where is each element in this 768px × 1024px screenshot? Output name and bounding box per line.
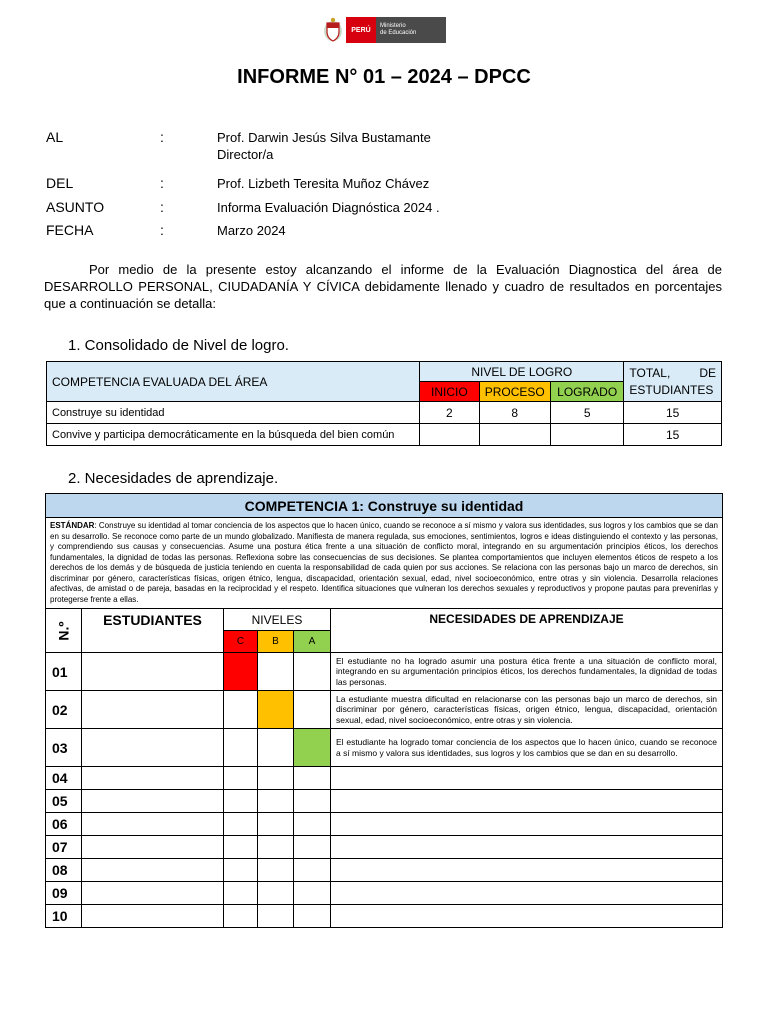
- level-c: [224, 729, 258, 767]
- level-a: [294, 859, 331, 882]
- learning-need: [331, 882, 723, 905]
- table-row: [46, 882, 723, 905]
- level-a: [294, 836, 331, 859]
- level-c: [224, 859, 258, 882]
- table-row: [46, 790, 723, 813]
- level-b: [258, 653, 294, 691]
- level-b: [258, 729, 294, 767]
- learning-need: El estudiante no ha logrado asumir una postura ética frente a una situación de conflicto moral, integrando en su argumentación principios éticos, los derechos fundamentales, la dignidad de todas las personas.: [331, 653, 723, 691]
- level-b: [258, 859, 294, 882]
- c-header: C: [224, 631, 258, 653]
- table-row: [46, 729, 723, 767]
- report-title: INFORME N° 01 – 2024 – DPCC: [237, 66, 531, 88]
- colon: :: [160, 129, 164, 145]
- student-number: 02: [46, 691, 82, 729]
- level-a: [294, 767, 331, 790]
- coat-of-arms-icon: [322, 17, 344, 43]
- peru-badge: PERÚ: [346, 17, 376, 43]
- table-row: [46, 859, 723, 882]
- logrado-value: 5: [550, 402, 623, 424]
- level-c: [224, 790, 258, 813]
- estandar-text: : Construye su identidad al tomar conciencia de los aspectos que lo hacen único, cuando se reconoce a sí mismo y valora sus identidades, sus logros y los cambios que se dan en su desarrollo. Se reconoce como parte de un mundo globalizado. Manifiesta de manera regulada, sus emociones, sentimientos, logros e ideas distinguiendo el contexto y las personas, y comprendiendo sus causas y consecuencias. Asume una postura ética frente a una situación de conflicto moral, integrando en su argumentación principios éticos, los derechos fundamentales, la dignidad de todas las personas. Reflexiona sobre las consecuencias de sus decisiones. Se plantea comportamientos que incluyen elementos éticos de respeto a los derechos de los demás y de búsqueda de justicia teniendo en cuenta la responsabilidad de cada quien por sus acciones. Se relaciona con las personas bajo un marco de derechos, sin discriminar por género, características físicas, origen étnico, lengua, discapacidad, orientación sexual, edad, nivel socioeconómico, entre otras y sin violencia. Desarrolla relaciones afectivas, de amistad o de pareja, basadas en la reciprocidad y el respeto. Identifica situaciones que vulneran los derechos sexuales y reproductivos y propone pautas para prevenirlas y protegerse frente a ellas.: [50, 521, 718, 604]
- learning-need: [331, 836, 723, 859]
- level-a: [294, 813, 331, 836]
- competencia-name: Convive y participa democráticamente en la búsqueda del bien común: [47, 424, 420, 446]
- student-number: 09: [46, 882, 82, 905]
- table-row: [46, 905, 723, 928]
- table-row: [46, 767, 723, 790]
- inicio-value: 2: [420, 402, 479, 424]
- competencia-header: COMPETENCIA EVALUADA DEL ÁREA: [47, 362, 420, 402]
- student-number: 06: [46, 813, 82, 836]
- necesidades-header: NECESIDADES DE APRENDIZAJE: [331, 609, 723, 653]
- total-header: TOTAL, DE ESTUDIANTES: [624, 362, 722, 402]
- no-header: [46, 609, 82, 653]
- level-b: [258, 882, 294, 905]
- level-c: [224, 767, 258, 790]
- student-name: [82, 882, 224, 905]
- section-1-heading: 1. Consolidado de Nivel de logro.: [68, 337, 289, 354]
- level-b: [258, 790, 294, 813]
- minedu-logo: [322, 16, 448, 44]
- student-name: [82, 729, 224, 767]
- competencia-title: COMPETENCIA 1: Construye su identidad: [46, 494, 723, 518]
- intro-paragraph: Por medio de la presente estoy alcanzando el informe de la Evaluación Diagnostica del área de DESARROLLO PERSONAL, CIUDADANÍA Y CÍVICA debidamente llenado y cuadro de resultados en porcentajes que a continuación se detalla:: [44, 262, 722, 311]
- student-number: 07: [46, 836, 82, 859]
- level-c: [224, 836, 258, 859]
- student-number: 04: [46, 767, 82, 790]
- asunto-label: ASUNTO: [46, 199, 105, 215]
- del-label: DEL: [46, 175, 74, 191]
- fecha-value: Marzo 2024: [217, 223, 286, 238]
- proceso-header: PROCESO: [479, 382, 550, 402]
- logrado-value: [550, 424, 623, 446]
- nivel-header: NIVEL DE LOGRO: [420, 362, 624, 382]
- learning-need: [331, 790, 723, 813]
- al-value: [217, 129, 617, 163]
- ministry-line1: Ministerio: [380, 23, 406, 29]
- colon: :: [160, 222, 164, 238]
- consolidado-table: [46, 361, 722, 446]
- proceso-value: 8: [479, 402, 550, 424]
- level-a: [294, 905, 331, 928]
- total-value: 15: [624, 402, 722, 424]
- table-row: [46, 691, 723, 729]
- student-number: 05: [46, 790, 82, 813]
- learning-need: [331, 813, 723, 836]
- table-row: [47, 402, 722, 424]
- student-name: [82, 859, 224, 882]
- level-a: [294, 790, 331, 813]
- level-c: [224, 813, 258, 836]
- table-row: [47, 424, 722, 446]
- learning-need: El estudiante ha logrado tomar conciencia de los aspectos que lo hacen único, cuando se reconoce a sí mismo y valora sus identidades, sus logros y los cambios que se dan en su desarrollo.: [331, 729, 723, 767]
- level-b: [258, 691, 294, 729]
- student-number: 10: [46, 905, 82, 928]
- learning-need: [331, 767, 723, 790]
- necesidades-table: [45, 493, 723, 928]
- al-name: Prof. Darwin Jesús Silva Bustamante: [217, 130, 431, 145]
- student-name: [82, 790, 224, 813]
- section-2-heading: 2. Necesidades de aprendizaje.: [68, 470, 279, 487]
- student-name: [82, 836, 224, 859]
- fecha-label: FECHA: [46, 222, 94, 238]
- colon: :: [160, 199, 164, 215]
- al-role: Director/a: [217, 147, 274, 162]
- level-b: [258, 767, 294, 790]
- level-c: [224, 653, 258, 691]
- level-a: [294, 691, 331, 729]
- student-number: 01: [46, 653, 82, 691]
- level-a: [294, 729, 331, 767]
- total-value: 15: [624, 424, 722, 446]
- table-row: [46, 813, 723, 836]
- level-c: [224, 882, 258, 905]
- level-b: [258, 813, 294, 836]
- a-header: A: [294, 631, 331, 653]
- student-number: 08: [46, 859, 82, 882]
- student-name: [82, 905, 224, 928]
- asunto-value: Informa Evaluación Diagnóstica 2024 .: [217, 200, 440, 215]
- estandar-cell: [46, 518, 723, 609]
- estandar-label: ESTÁNDAR: [50, 521, 95, 530]
- student-name: [82, 767, 224, 790]
- level-c: [224, 905, 258, 928]
- ministry-name: [376, 17, 446, 43]
- level-a: [294, 653, 331, 691]
- al-label: AL: [46, 129, 64, 145]
- level-b: [258, 836, 294, 859]
- del-value: Prof. Lizbeth Teresita Muñoz Chávez: [217, 176, 430, 191]
- logrado-header: LOGRADO: [550, 382, 623, 402]
- level-c: [224, 691, 258, 729]
- ministry-line2: de Educación: [380, 30, 417, 36]
- student-name: [82, 653, 224, 691]
- niveles-header: NIVELES: [224, 609, 331, 631]
- b-header: B: [258, 631, 294, 653]
- competencia-name: Construye su identidad: [47, 402, 420, 424]
- student-name: [82, 691, 224, 729]
- table-row: [46, 653, 723, 691]
- student-name: [82, 813, 224, 836]
- learning-need: [331, 905, 723, 928]
- student-number: 03: [46, 729, 82, 767]
- table-row: [46, 836, 723, 859]
- level-b: [258, 905, 294, 928]
- level-a: [294, 882, 331, 905]
- inicio-value: [420, 424, 479, 446]
- estudiantes-header: ESTUDIANTES: [82, 609, 224, 653]
- no-header-text: N.º: [55, 620, 72, 641]
- inicio-header: INICIO: [420, 382, 479, 402]
- proceso-value: [479, 424, 550, 446]
- learning-need: [331, 859, 723, 882]
- learning-need: La estudiante muestra dificultad en relacionarse con las personas bajo un marco de derechos, sin discriminar por género, características físicas, origen étnico, lengua, discapacidad, orientación sexual, edad, nivel socioeconómico, entre otras y sin violencia.: [331, 691, 723, 729]
- colon: :: [160, 175, 164, 191]
